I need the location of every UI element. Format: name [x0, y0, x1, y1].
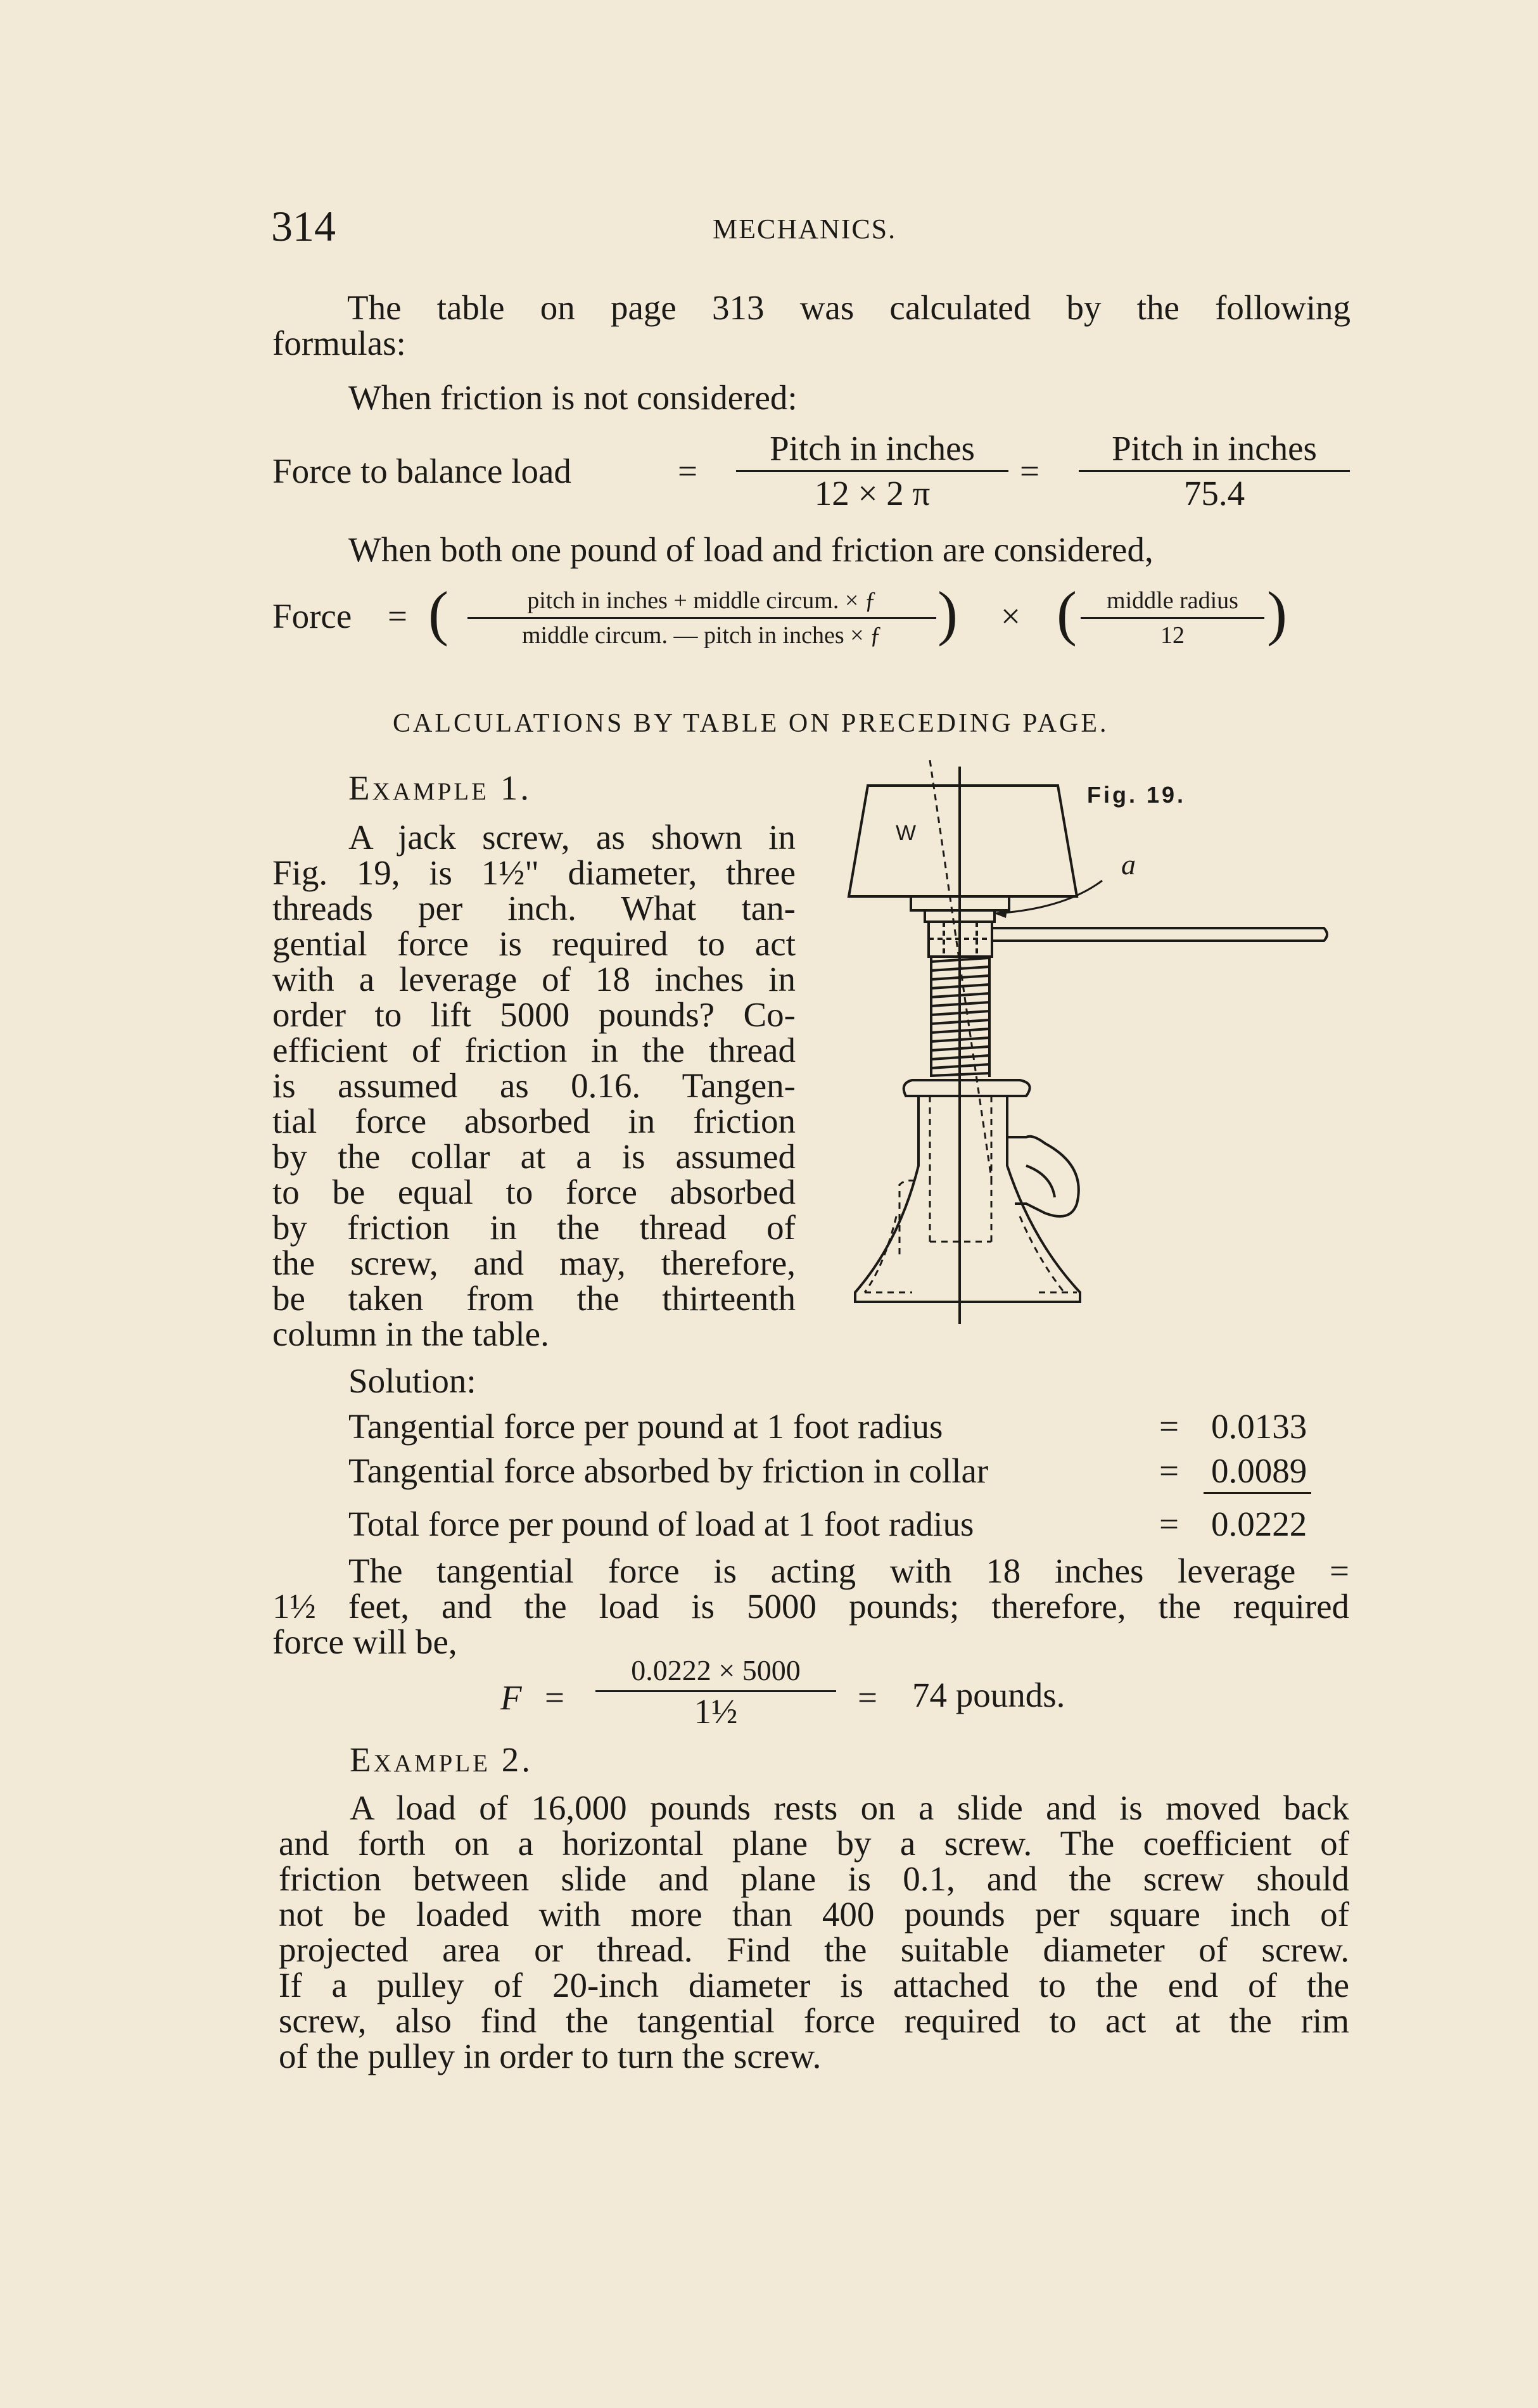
base-top [904, 1080, 1030, 1096]
close-paren: ) [937, 579, 958, 647]
text-line: threads per inch. What tan- [272, 889, 796, 927]
solution-row-value: 0.0133 [1211, 1407, 1307, 1446]
case1-fraction-1 [736, 431, 1008, 511]
final-equals-2: = [858, 1678, 878, 1717]
text-line: by the collar at a is assumed [272, 1137, 796, 1176]
jack-screw-figure [836, 760, 1356, 1330]
case1-numerator-1: Pitch in inches [736, 431, 1008, 472]
example1-title: Example 1. [348, 768, 531, 807]
text-line: with a leverage of 18 inches in [272, 960, 796, 998]
figure-label: Fig. 19. [1087, 782, 1186, 808]
case1-equals: = [678, 452, 698, 490]
sum-rule [1204, 1492, 1311, 1494]
running-title: MECHANICS. [713, 213, 897, 245]
text-line: and forth on a horizontal plane by a screw. The coefficient of [279, 1824, 1349, 1863]
text-line: of the pulley in order to turn the screw. [279, 2037, 822, 2075]
section-heading: CALCULATIONS BY TABLE ON PRECEDING PAGE. [393, 709, 1109, 738]
final-equals: = [545, 1678, 565, 1717]
case2-times: × [1001, 597, 1021, 635]
open-paren: ( [1057, 579, 1077, 647]
text-line: tial force absorbed in friction [272, 1102, 796, 1140]
text-line: screw, also find the tangential force required to act at the rim [279, 2001, 1349, 2040]
case1-equals-2: = [1020, 452, 1040, 490]
page-number: 314 [271, 202, 336, 250]
text-line: column in the table. [272, 1315, 549, 1353]
text-line: A jack screw, as shown in [348, 818, 796, 857]
close-paren: ) [1267, 579, 1287, 647]
case2-denominator-2: 12 [1160, 622, 1185, 649]
text-line: is assumed as 0.16. Tangen- [272, 1066, 796, 1105]
final-result: 74 pounds. [912, 1676, 1065, 1714]
case2-fraction-2 [1081, 588, 1264, 648]
solution-row-equals: = [1159, 1451, 1179, 1490]
lever-bar [992, 928, 1327, 941]
final-lhs: F [500, 1678, 522, 1717]
text-line: A load of 16,000 pounds rests on a slide and is moved back [350, 1788, 1349, 1827]
text-line: projected area or thread. Find the suitable diameter of screw. [279, 1930, 1349, 1969]
example2-paragraph [279, 1790, 1349, 2074]
text-line: order to lift 5000 pounds? Co- [272, 995, 796, 1034]
collar-letter: a [1121, 848, 1136, 881]
text-line: efficient of friction in the thread [272, 1031, 796, 1069]
text-line: Fig. 19, is 1½" diameter, three [272, 853, 796, 892]
text-line: If a pulley of 20-inch diameter is attached to the end of the [279, 1966, 1349, 2004]
solution-label: Solution: [348, 1361, 476, 1400]
solution-row-label: Total force per pound of load at 1 foot radius [348, 1505, 974, 1543]
solution-row-equals: = [1159, 1407, 1179, 1446]
final-numerator: 0.0222 × 5000 [595, 1655, 836, 1692]
case2-numerator-1: pitch in inches + middle circum. × ƒ [467, 588, 936, 619]
case1-denominator-2: 75.4 [1183, 474, 1245, 513]
solution-row-equals: = [1159, 1505, 1179, 1543]
case1-lhs: Force to balance load [272, 452, 571, 490]
weight-block [849, 786, 1077, 896]
base-body [855, 1096, 1080, 1302]
text-line: 1½ feet, and the load is 5000 pounds; therefore, the required [272, 1587, 1349, 1626]
text-line: by friction in the thread of [272, 1208, 796, 1247]
text-line: friction between slide and plane is 0.1, and the screw should [279, 1859, 1349, 1898]
open-paren: ( [428, 579, 448, 647]
intro-line: formulas: [272, 324, 406, 362]
case1-numerator-2: Pitch in inches [1079, 431, 1350, 472]
solution-row-value: 0.0222 [1211, 1505, 1307, 1543]
solution-row-label: Tangential force absorbed by friction in collar [348, 1451, 989, 1490]
case2-denominator-1: middle circum. — pitch in inches × ƒ [521, 622, 882, 649]
text-line: gential force is required to act [272, 924, 796, 963]
final-fraction [595, 1654, 836, 1731]
text-line: not be loaded with more than 400 pounds per square inch of [279, 1895, 1349, 1933]
case1-denominator-1: 12 × 2 π [814, 474, 931, 513]
text-line: The tangential force is acting with 18 inches leverage = [348, 1551, 1349, 1590]
example1-paragraph [272, 820, 796, 1352]
case1-heading: When friction is not considered: [348, 378, 798, 417]
solution-row-label: Tangential force per pound at 1 foot radius [348, 1407, 943, 1446]
text-line: force will be, [272, 1622, 457, 1661]
case2-fraction-1 [467, 588, 936, 648]
case2-numerator-2: middle radius [1081, 588, 1264, 619]
intro-paragraph [272, 290, 1351, 361]
case2-equals: = [388, 597, 408, 635]
final-denominator: 1½ [694, 1692, 738, 1731]
case2-heading: When both one pound of load and friction are considered, [348, 530, 1154, 569]
text-line: the screw, and may, therefore, [272, 1244, 796, 1282]
case2-lhs: Force [272, 597, 352, 635]
weight-letter: W [896, 821, 917, 845]
leverage-paragraph [272, 1553, 1349, 1660]
example2-title: Example 2. [350, 1740, 533, 1779]
text-line: be taken from the thirteenth [272, 1279, 796, 1318]
intro-line: The table on page 313 was calculated by the following [347, 288, 1351, 327]
text-line: to be equal to force absorbed [272, 1173, 796, 1211]
solution-row-value: 0.0089 [1211, 1451, 1307, 1490]
case1-fraction-2 [1079, 431, 1350, 511]
